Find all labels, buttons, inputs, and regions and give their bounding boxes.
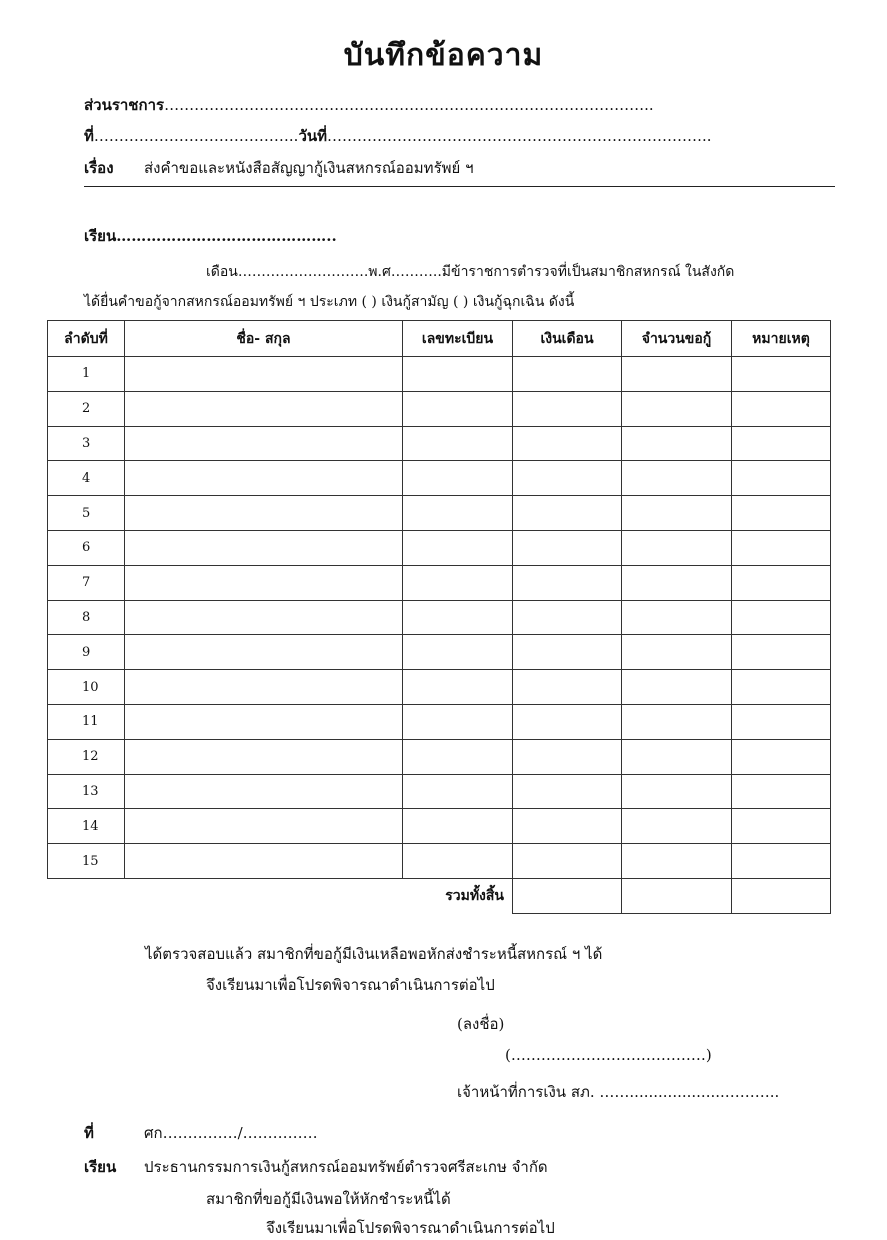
registration-cell[interactable] <box>403 496 513 531</box>
name-cell[interactable] <box>125 635 403 670</box>
signer-position: เจ้าหน้าที่การเงิน สภ. ……....................……….. <box>457 1083 780 1101</box>
registration-cell[interactable] <box>403 844 513 879</box>
row-number: 2 <box>48 391 125 426</box>
registration-cell[interactable] <box>403 670 513 705</box>
row-number: 8 <box>48 600 125 635</box>
row-number: 5 <box>48 496 125 531</box>
remarks-cell[interactable] <box>732 670 831 705</box>
loan-amount-cell[interactable] <box>622 670 732 705</box>
loan-amount-cell[interactable] <box>622 600 732 635</box>
number-dots: ………………………………….. <box>93 127 299 145</box>
total-loan-amount-cell[interactable] <box>622 878 732 913</box>
table-row <box>48 704 831 739</box>
col-header-remarks: หมายเหตุ <box>732 321 831 357</box>
row-number: 12 <box>48 739 125 774</box>
row-number: 3 <box>48 426 125 461</box>
name-cell[interactable] <box>125 844 403 879</box>
table-row <box>48 670 831 705</box>
table-row <box>48 530 831 565</box>
salutation-line <box>84 224 337 248</box>
document-title: บันทึกข้อความ <box>343 38 544 73</box>
row-number: 6 <box>48 530 125 565</box>
certify-line-2: จึงเรียนมาเพื่อโปรดพิจารณาดำเนินการต่อไป <box>206 976 495 994</box>
salary-cell[interactable] <box>513 461 622 496</box>
date-dots: ………………………………………………………………….. <box>327 127 712 145</box>
registration-cell[interactable] <box>403 704 513 739</box>
subject-line <box>84 156 474 180</box>
salary-cell[interactable] <box>513 739 622 774</box>
registration-cell[interactable] <box>403 426 513 461</box>
row-number: 13 <box>48 774 125 809</box>
registration-cell[interactable] <box>403 461 513 496</box>
name-cell[interactable] <box>125 391 403 426</box>
name-cell[interactable] <box>125 426 403 461</box>
name-cell[interactable] <box>125 565 403 600</box>
registration-cell[interactable] <box>403 809 513 844</box>
remarks-cell[interactable] <box>732 461 831 496</box>
row-number: 11 <box>48 704 125 739</box>
row-number: 4 <box>48 461 125 496</box>
name-cell[interactable] <box>125 809 403 844</box>
total-label: รวมทั้งสิ้น <box>445 888 504 905</box>
remarks-cell[interactable] <box>732 391 831 426</box>
table-header-row <box>48 321 831 357</box>
col-header-salary: เงินเดือน <box>513 321 622 357</box>
footer-to-label: เรียน <box>84 1158 117 1176</box>
number-date-line <box>84 124 712 148</box>
salary-cell[interactable] <box>513 774 622 809</box>
salary-cell[interactable] <box>513 426 622 461</box>
total-remarks-cell[interactable] <box>732 878 831 913</box>
registration-cell[interactable] <box>403 391 513 426</box>
footer-number-text: ศก……………/…………… <box>144 1124 318 1142</box>
total-salary-cell[interactable] <box>513 878 622 913</box>
salary-cell[interactable] <box>513 565 622 600</box>
remarks-cell[interactable] <box>732 704 831 739</box>
body-line-2: ได้ยื่นคำขอกู้จากสหกรณ์ออมทรัพย์ ฯ ประเภท ( ) เงินกู้สามัญ ( ) เงินกู้ฉุกเฉิน ดังนี้ <box>84 294 575 310</box>
loan-table <box>47 320 831 914</box>
remarks-cell[interactable] <box>732 809 831 844</box>
salary-cell[interactable] <box>513 670 622 705</box>
signer-name-dots: (…………………………………) <box>505 1046 712 1064</box>
remarks-cell[interactable] <box>732 530 831 565</box>
body-line-1: เดือน……………………….พ.ศ………..มีข้าราชการตำรวจที่เป็นสมาชิกสหกรณ์ ในสังกัด <box>206 264 735 280</box>
name-cell[interactable] <box>125 530 403 565</box>
footer-to-line <box>84 1155 548 1179</box>
loan-amount-cell[interactable] <box>622 565 732 600</box>
loan-amount-cell[interactable] <box>622 530 732 565</box>
table-row <box>48 565 831 600</box>
footer-line-1: สมาชิกที่ขอกู้มีเงินพอให้หักชำระหนี้ได้ <box>206 1190 451 1208</box>
registration-cell[interactable] <box>403 600 513 635</box>
table-row <box>48 600 831 635</box>
certify-line-1: ได้ตรวจสอบแล้ว สมาชิกที่ขอกู้มีเงินเหลือพอหักส่งชำระหนี้สหกรณ์ ฯ ได้ <box>145 945 603 963</box>
table-row <box>48 496 831 531</box>
col-header-name: ชื่อ- สกุล <box>125 321 403 357</box>
subject-label: เรื่อง <box>84 159 114 177</box>
sign-label: (ลงชื่อ) <box>457 1015 505 1033</box>
name-cell[interactable] <box>125 357 403 392</box>
salary-cell[interactable] <box>513 844 622 879</box>
name-cell[interactable] <box>125 739 403 774</box>
row-number: 1 <box>48 357 125 392</box>
agency-label: ส่วนราชการ <box>84 96 165 114</box>
col-header-registration: เลขทะเบียน <box>403 321 513 357</box>
registration-cell[interactable] <box>403 357 513 392</box>
table-row <box>48 635 831 670</box>
loan-amount-cell[interactable] <box>622 496 732 531</box>
footer-number-label: ที่ <box>84 1124 94 1142</box>
row-number: 10 <box>48 670 125 705</box>
subject-text: ส่งคำขอและหนังสือสัญญากู้เงินสหกรณ์ออมทรัพย์ ฯ <box>144 159 474 177</box>
agency-line <box>84 93 654 117</box>
loan-amount-cell[interactable] <box>622 357 732 392</box>
remarks-cell[interactable] <box>732 565 831 600</box>
table-row <box>48 739 831 774</box>
table-row <box>48 357 831 392</box>
loan-amount-cell[interactable] <box>622 704 732 739</box>
remarks-cell[interactable] <box>732 844 831 879</box>
table-row <box>48 461 831 496</box>
name-cell[interactable] <box>125 600 403 635</box>
loan-amount-cell[interactable] <box>622 774 732 809</box>
salutation-dots: …………………………………….. <box>116 227 337 245</box>
registration-cell[interactable] <box>403 565 513 600</box>
registration-cell[interactable] <box>403 774 513 809</box>
table-row <box>48 844 831 879</box>
header-divider <box>84 186 835 187</box>
table-row <box>48 774 831 809</box>
date-label: วันที่ <box>298 127 328 145</box>
loan-amount-cell[interactable] <box>622 844 732 879</box>
salary-cell[interactable] <box>513 357 622 392</box>
table-row <box>48 426 831 461</box>
name-cell[interactable] <box>125 704 403 739</box>
total-row <box>48 878 831 913</box>
loan-amount-cell[interactable] <box>622 635 732 670</box>
row-number: 15 <box>48 844 125 879</box>
number-label: ที่ <box>84 127 94 145</box>
row-number: 14 <box>48 809 125 844</box>
remarks-cell[interactable] <box>732 635 831 670</box>
salary-cell[interactable] <box>513 600 622 635</box>
col-header-loan-amount: จำนวนขอกู้ <box>622 321 732 357</box>
loan-amount-cell[interactable] <box>622 461 732 496</box>
row-number: 7 <box>48 565 125 600</box>
table-row <box>48 809 831 844</box>
salary-cell[interactable] <box>513 704 622 739</box>
salary-cell[interactable] <box>513 530 622 565</box>
remarks-cell[interactable] <box>732 426 831 461</box>
salutation-label: เรียน <box>84 227 117 245</box>
name-cell[interactable] <box>125 461 403 496</box>
loan-amount-cell[interactable] <box>622 809 732 844</box>
registration-cell[interactable] <box>403 635 513 670</box>
remarks-cell[interactable] <box>732 739 831 774</box>
row-number: 9 <box>48 635 125 670</box>
salary-cell[interactable] <box>513 635 622 670</box>
remarks-cell[interactable] <box>732 496 831 531</box>
salary-cell[interactable] <box>513 496 622 531</box>
agency-dots: …………………………………………………………………………………….. <box>164 96 654 114</box>
loan-amount-cell[interactable] <box>622 391 732 426</box>
remarks-cell[interactable] <box>732 357 831 392</box>
footer-number-line <box>84 1121 318 1145</box>
name-cell[interactable] <box>125 670 403 705</box>
salary-cell[interactable] <box>513 809 622 844</box>
name-cell[interactable] <box>125 496 403 531</box>
registration-cell[interactable] <box>403 530 513 565</box>
remarks-cell[interactable] <box>732 774 831 809</box>
registration-cell[interactable] <box>403 739 513 774</box>
footer-line-2: จึงเรียนมาเพื่อโปรดพิจารณาดำเนินการต่อไป <box>266 1219 555 1237</box>
loan-amount-cell[interactable] <box>622 739 732 774</box>
table-row <box>48 391 831 426</box>
remarks-cell[interactable] <box>732 600 831 635</box>
footer-to-text: ประธานกรรมการเงินกู้สหกรณ์ออมทรัพย์ตำรวจศรีสะเกษ จำกัด <box>144 1158 548 1176</box>
name-cell[interactable] <box>125 774 403 809</box>
loan-amount-cell[interactable] <box>622 426 732 461</box>
col-header-order: ลำดับที่ <box>48 321 125 357</box>
salary-cell[interactable] <box>513 391 622 426</box>
